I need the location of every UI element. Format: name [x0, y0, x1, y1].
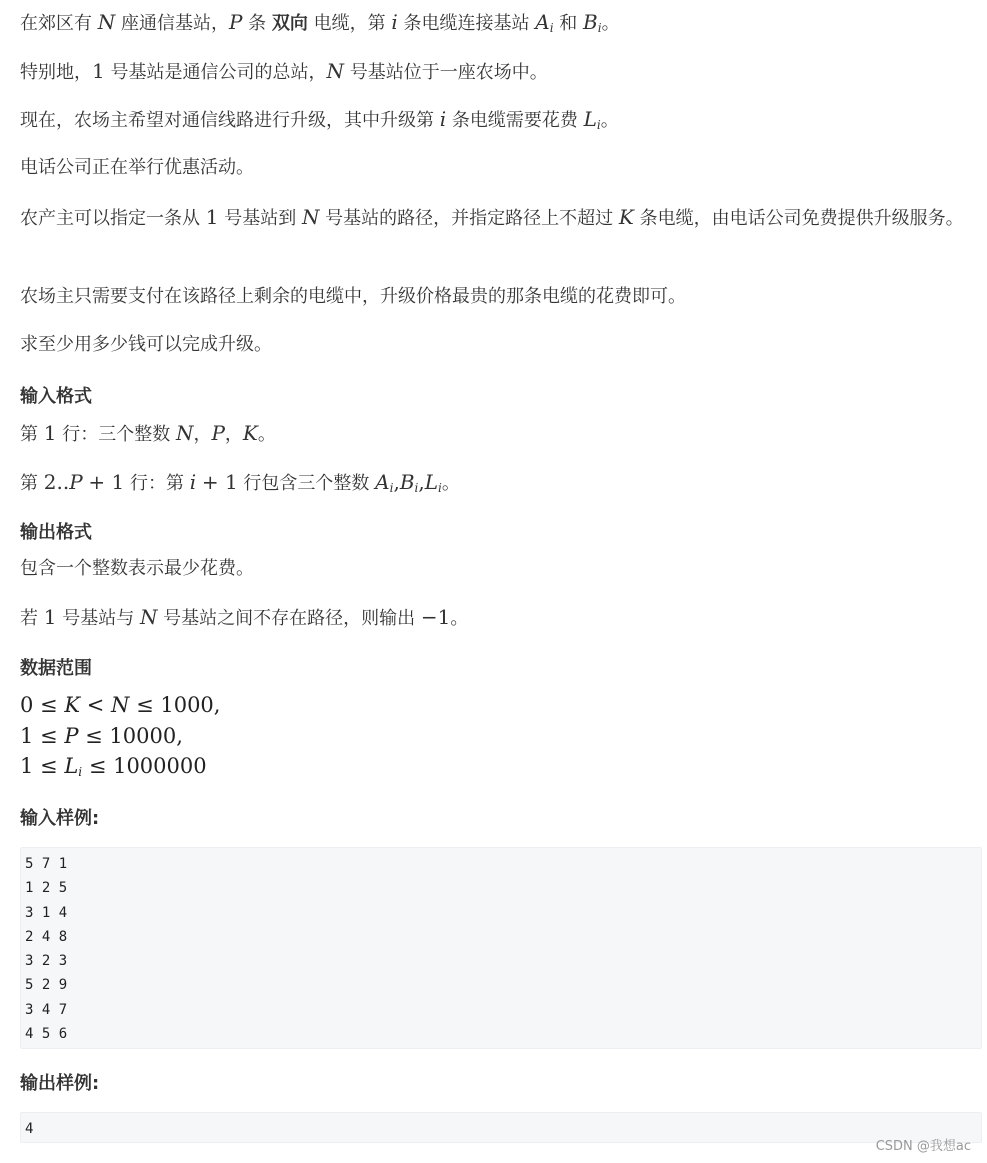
math-var: [64, 754, 82, 778]
math-var: N: [301, 205, 320, 229]
math-base: L: [64, 754, 79, 778]
math-subscript: i: [597, 21, 602, 35]
math-subscript: i: [549, 21, 554, 35]
bold-text: 双向: [271, 13, 308, 34]
math-num: + 1: [88, 470, 125, 494]
text: 农场主只需要支付在该路径上剩余的电缆中，升级价格最贵的那条电缆的花费即可。: [20, 286, 686, 307]
math-num: 1: [43, 605, 57, 629]
statement-paragraph-1: [20, 7, 980, 43]
math-base: A: [375, 470, 390, 494]
math-var: P: [228, 10, 243, 34]
text: 。: [257, 424, 276, 445]
math-subscript: i: [78, 765, 83, 779]
math-num: 1: [43, 421, 57, 445]
math-num: 1: [205, 205, 219, 229]
math-var: [425, 470, 442, 494]
text: 号基站之间不存在路径，则输出: [163, 608, 416, 629]
math-subscript: i: [389, 481, 394, 495]
text: 条电缆需要花费: [451, 110, 578, 131]
text: 。: [601, 13, 620, 34]
range-line-3: [20, 751, 220, 788]
output-format-line-1: 包含一个整数表示最少花费。: [20, 558, 254, 579]
math-base: L: [583, 107, 597, 131]
text: 号基站与: [62, 608, 135, 629]
math-var: N: [97, 10, 116, 34]
math-var: K: [618, 205, 634, 229]
math-base: L: [424, 470, 438, 494]
math-var: N: [326, 59, 344, 83]
math-num: 1 ≤: [20, 754, 58, 778]
text: 条电缆连接基站: [403, 13, 530, 34]
math-base: B: [583, 10, 598, 34]
text: 座通信基站，: [120, 13, 229, 34]
text: 农产主可以指定一条从: [20, 208, 200, 229]
math-var: K: [242, 421, 258, 445]
text: 电话公司正在举行优惠活动。: [20, 157, 254, 178]
data-range-formulas: [20, 690, 220, 788]
math-var: P: [64, 723, 79, 748]
code-line: 4 5 6: [25, 1026, 68, 1043]
math-var: N: [111, 693, 130, 717]
statement-paragraph-3: [20, 104, 980, 140]
math-num: + 1: [201, 470, 238, 494]
range-line-2: [20, 721, 220, 752]
text: 号基站位于一座农场中。: [349, 62, 548, 83]
code-line: 3 4 7: [25, 1001, 68, 1018]
text: 行：三个整数: [62, 424, 171, 445]
math-subscript: i: [438, 481, 442, 495]
math-base: A: [535, 10, 550, 34]
text: 在郊区有: [20, 13, 92, 34]
math-var: N: [175, 421, 194, 445]
data-range-heading: 数据范围: [20, 658, 92, 679]
math-var: [535, 10, 553, 34]
text: 电缆，第: [313, 13, 386, 34]
text: 条电缆，由电话公司免费提供升级服务。: [639, 208, 964, 229]
math-num: ≤ 1000000: [88, 754, 207, 778]
math-num: 0 ≤: [20, 693, 58, 717]
math-num: ≤ 10000,: [85, 723, 183, 748]
input-format-line-1: [20, 418, 980, 450]
math-num: 2..: [43, 470, 70, 494]
range-line-1: [20, 690, 220, 721]
sample-input-code-block[interactable]: [20, 847, 982, 1049]
code-line: 3 2 3: [25, 953, 68, 970]
math-var: [584, 107, 601, 131]
code-line: 5 2 9: [25, 977, 68, 994]
math-num: 1: [92, 59, 105, 83]
statement-paragraph-4: [20, 153, 980, 183]
math-num: −1: [420, 605, 451, 629]
math-num: ,: [418, 470, 425, 494]
text: 行包含三个整数: [243, 473, 370, 494]
text: 。: [441, 473, 460, 494]
text: 号基站的路径，并指定路径上不超过: [325, 208, 614, 229]
math-num: 1 ≤: [20, 723, 58, 748]
text: 第: [20, 424, 38, 445]
text: 若: [20, 608, 38, 629]
math-num: <: [86, 693, 105, 717]
text: ，: [193, 424, 212, 445]
output-format-line-2: [20, 602, 980, 634]
math-var: [375, 470, 393, 494]
statement-paragraph-7: [20, 330, 980, 360]
code-line: 5 7 1: [25, 856, 68, 872]
math-subscript: i: [414, 481, 419, 495]
text: 号基站到: [224, 208, 297, 229]
sample-output-heading: 输出样例:: [20, 1073, 100, 1094]
math-var: [583, 10, 602, 34]
input-format-heading: 输入格式: [20, 386, 92, 407]
input-format-line-2: [20, 467, 980, 503]
text: 特别地，: [20, 62, 92, 83]
math-var: N: [139, 605, 158, 629]
sample-input-heading: 输入样例:: [20, 808, 100, 829]
math-num: ≤ 1000,: [136, 693, 221, 717]
text: 现在，农场主希望对通信线路进行升级，其中升级第: [20, 110, 434, 131]
text: 。: [450, 608, 469, 629]
math-var: P: [211, 421, 225, 445]
output-format-heading: 输出格式: [20, 522, 92, 543]
statement-paragraph-2: [20, 56, 980, 88]
text: ，: [224, 424, 243, 445]
math-var: K: [64, 693, 81, 717]
text: 第: [20, 473, 38, 494]
text: 号基站是通信公司的总站，: [110, 62, 327, 83]
math-var: [400, 470, 419, 494]
code-line: 1 2 5: [25, 880, 68, 897]
text: 行：第: [129, 473, 184, 494]
statement-paragraph-6: [20, 282, 980, 312]
math-var: i: [189, 470, 197, 494]
math-var: i: [439, 107, 447, 131]
csdn-watermark: CSDN @我想ac: [875, 1139, 971, 1154]
math-var: i: [391, 10, 398, 34]
code-line: 3 1 4: [25, 904, 68, 921]
text: 条: [248, 13, 267, 34]
math-subscript: i: [596, 118, 601, 132]
math-var: P: [69, 470, 83, 494]
math-num: ,: [393, 470, 400, 494]
statement-paragraph-5: [20, 202, 980, 234]
code-line: 2 4 8: [25, 928, 68, 945]
text: 求至少用多少钱可以完成升级。: [20, 334, 272, 355]
text: 和: [559, 13, 578, 34]
math-base: B: [399, 470, 415, 494]
text: 。: [600, 110, 619, 131]
sample-output-code-block[interactable]: [20, 1112, 982, 1143]
code-line: 4: [25, 1121, 34, 1137]
